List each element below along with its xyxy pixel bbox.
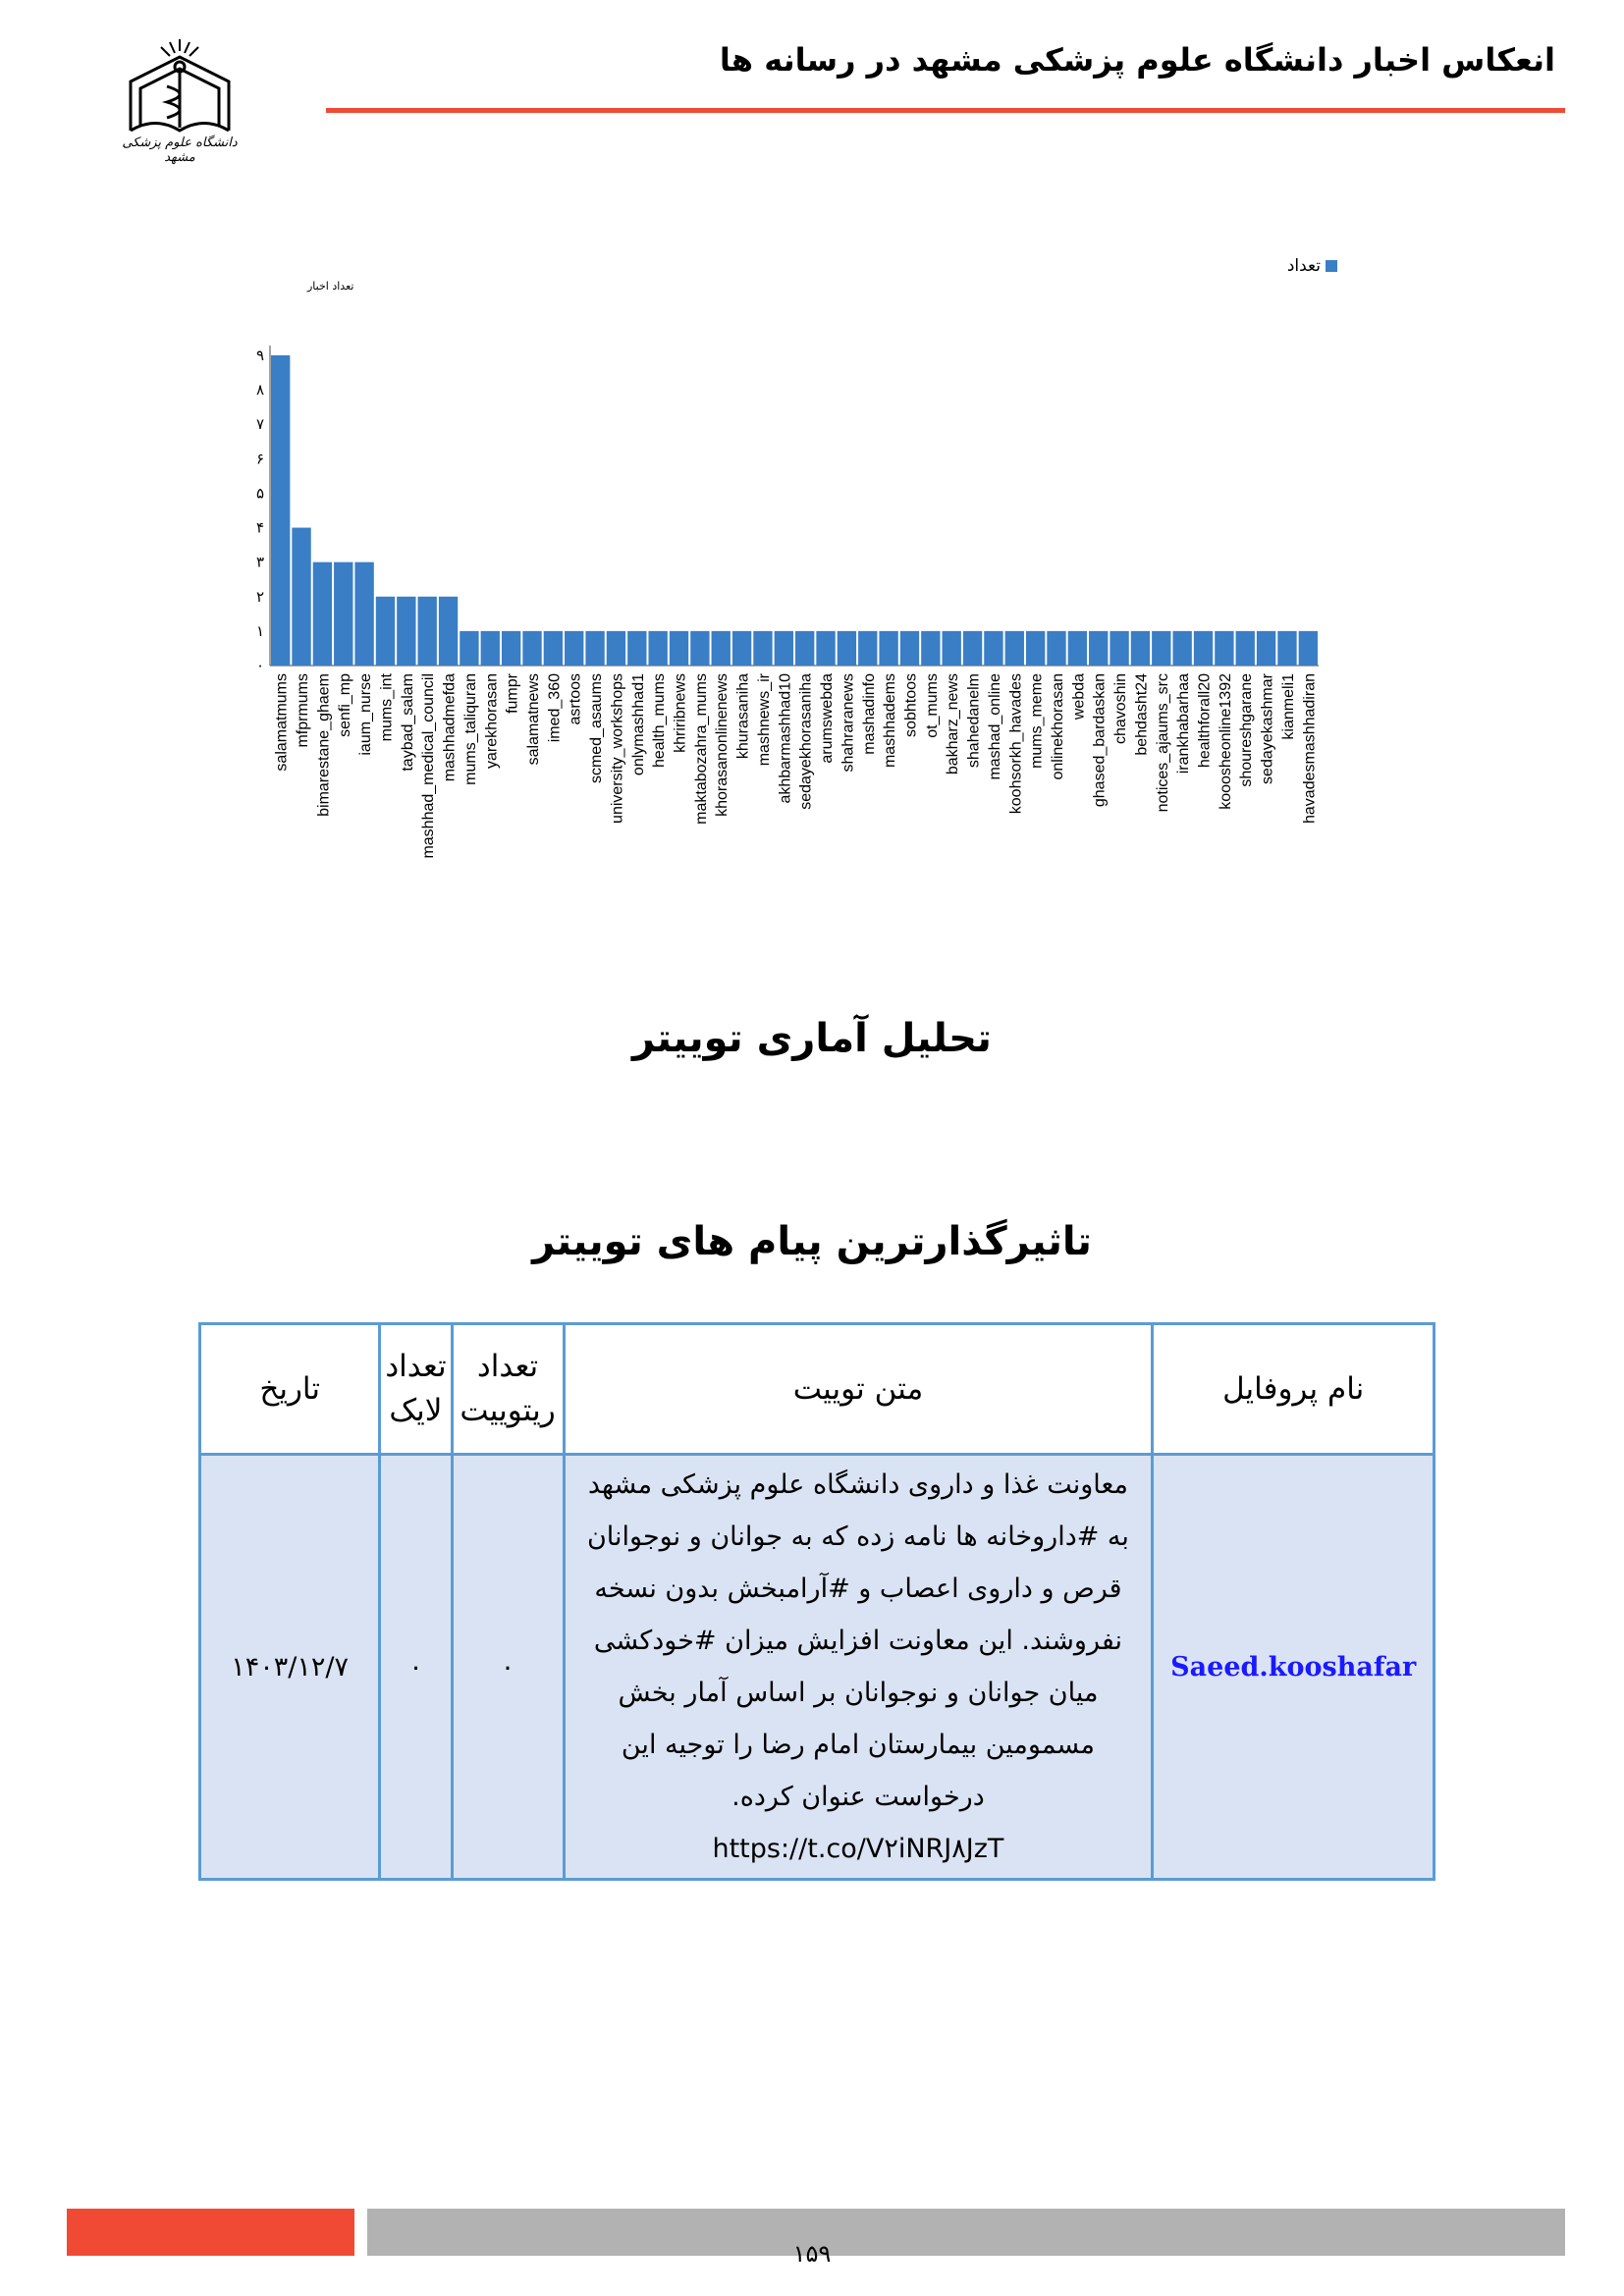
x-tick-label: koohsorkh_havades [1007,673,1025,815]
x-tick-label: khorasanonlinenews [714,673,731,817]
bar-kianmeli1 [1277,631,1296,666]
bar-ghased_bardaskan [1089,631,1108,666]
x-tick-label: havadesmashhadiran [1301,673,1319,824]
bar-khurasaniha [732,631,751,666]
bar-mashhad_medical_council [418,597,437,666]
x-tick-label: mashnews_ir [755,673,773,767]
top-tweets-table [198,1322,1435,1881]
x-tick-label: shoureshgarane [1238,673,1256,787]
x-tick-label: notices_ajaums_src [1154,673,1171,813]
bar-mums_taliquran [460,631,478,666]
y-tick-label: ۷ [255,415,264,434]
header-retweets: تعداد ریتوییت [452,1324,564,1455]
x-tick-label: health_mums [651,673,669,769]
x-tick-label: salamatnews [525,673,542,766]
tweet-date: ۱۴۰۳/۱۲/۷ [200,1455,380,1880]
bar-sedayekashmar [1257,631,1275,666]
bar-mfprmums [292,528,310,666]
x-tick-label: shahraranews [839,673,857,773]
bar-shahraranews [838,631,856,666]
document-header-title: انعکاس اخبار دانشگاه علوم پزشکی مشهد در رسانه ها [719,41,1555,79]
x-tick-label: webda [1070,673,1088,721]
x-tick-label: iaum_nurse [357,673,375,756]
table-row [200,1455,1435,1880]
x-tick-label: akhbarmashhad10 [777,673,794,804]
header-date: تاریخ [200,1324,380,1455]
bar-mums_meme [1026,631,1045,666]
y-tick-label: ۲ [255,587,264,606]
table-header-row [200,1324,1435,1455]
x-tick-label: onlinekhorasan [1050,673,1066,780]
x-tick-label: mashhad_medical_council [420,673,438,859]
y-tick-label: ۹ [255,347,264,364]
y-tick-label: ۰ [255,657,264,674]
x-tick-label: sobhtoos [902,673,920,737]
bar-mashhadmefda [439,597,458,666]
y-tick-label: ۳ [255,553,264,571]
like-count: ۰ [380,1455,452,1880]
bar-sobhtoos [900,631,919,666]
x-tick-label: irankhabarhaa [1175,672,1193,774]
bar-bakharz_news [943,631,961,666]
y-tick-label: ۴ [255,518,264,537]
bar-scmed_asaums [585,631,604,666]
y-axis-label: تعداد اخبار [307,280,354,293]
x-tick-label: sedayekhorasaniha [797,673,815,810]
x-tick-label: taybad_salam [399,673,416,772]
legend-label: تعداد [1286,256,1321,276]
bar-senfi_mp [334,562,352,666]
x-tick-label: asrtoos [567,673,584,725]
y-tick-label: ۵ [255,484,264,503]
x-tick-label: mums_taliquran [461,673,479,785]
bar-kooosheonline1392 [1215,631,1233,666]
bar-khriribnews [670,631,688,666]
bar-khorasanonlinenews [712,631,731,666]
bar-ot_mums [921,631,940,666]
bar-mashnews_ir [753,631,772,666]
bar-iaum_nurse [354,562,373,666]
x-tick-label: senfi_mp [336,673,353,737]
bar-webda [1068,631,1087,666]
x-tick-label: kooosheonline1392 [1217,673,1234,810]
header-profile: نام پروفایل [1153,1324,1435,1455]
y-tick-label: ۶ [255,450,264,468]
bar-salamatnews [522,631,541,666]
bar-onlymashhad1 [627,631,646,666]
header-likes: تعداد لایک [380,1324,452,1455]
x-tick-label: mfprmums [295,673,312,748]
bar-behdasht24 [1131,631,1150,666]
bar-imed_360 [544,631,563,666]
x-tick-label: mums_meme [1028,673,1046,769]
bar-maktabozahra_mums [690,631,709,666]
x-tick-label: scmed_asaums [588,673,606,784]
analysis-section-title: تحلیل آماری توییتر [632,1016,992,1061]
bar-chavoshin [1110,631,1128,666]
y-tick-label: ۸ [255,381,264,400]
x-tick-label: onlymashhad1 [629,673,647,776]
x-tick-label: salamatmums [273,673,291,772]
x-tick-label: university_workshops [609,673,626,824]
x-tick-label: healthforall20 [1196,673,1214,769]
bar-shoureshgarane [1236,631,1255,666]
bar-koohsorkh_havades [1005,631,1024,666]
bar-shahedanelm [963,631,982,666]
x-tick-label: mashad_online [986,673,1003,780]
x-tick-label: kianmeli1 [1279,673,1297,740]
bar-bimarestane_ghaem [313,562,332,666]
retweet-count: ۰ [452,1455,564,1880]
bar-irankhabarhaa [1172,631,1191,666]
x-tick-label: maktabozahra_mums [692,673,710,825]
x-tick-label: imed_360 [546,673,564,743]
bar-salamatmums [271,355,290,666]
bar-healthforall20 [1194,631,1213,666]
bar-mums_int [376,597,395,666]
bar-akhbarmashhad10 [775,631,793,666]
bar-notices_ajaums_src [1152,631,1170,666]
tweet-accounts-bar-chart [250,245,1340,962]
x-tick-label: bimarestane_ghaem [315,673,333,817]
x-tick-label: fumpr [504,673,521,714]
bar-fumpr [502,631,520,666]
bar-asrtoos [565,631,583,666]
x-tick-label: mums_int [378,673,396,742]
bar-taybad_salam [397,597,415,666]
legend-swatch [1326,260,1337,272]
page-number: ۱۵۹ [792,2240,832,2268]
bar-onlinekhorasan [1047,631,1065,666]
x-tick-label: mashadinfo [860,673,878,755]
tweet-text: معاونت غذا و داروی دانشگاه علوم پزشکی مشهد به #داروخانه ها نامه زده که به جوانان و نوجوانان قرص و داروی اعصاب و #آرامبخش بدون نسخه نفروشند. این معاونت افزایش میزان #خودکشی میان جوانان و نوجوانان بر اساس آمار بخش مسمومین بیمارستان امام رضا را توجیه این درخواست عنوان کرده. https://t.co/V۲iNRJ۸JzT [564,1455,1153,1880]
bar-university_workshops [607,631,625,666]
x-tick-label: mashhadems [882,673,899,769]
top-tweets-section-title: تاثیرگذارترین پیام های توییتر [532,1219,1092,1264]
x-tick-label: yarekhorasan [483,673,501,769]
bar-yarekhorasan [481,631,500,666]
bar-arumswebda [816,631,835,666]
header-tweet-text: متن توییت [564,1324,1153,1455]
bar-mashad_online [984,631,1002,666]
x-tick-label: bakharz_news [945,673,962,775]
bar-mashadinfo [858,631,877,666]
x-tick-label: khriribnews [672,673,689,753]
bar-mashhadems [879,631,897,666]
x-tick-label: chavoshin [1112,673,1130,745]
header-divider [326,108,1565,113]
bar-health_mums [648,631,667,666]
x-tick-label: sedayekashmar [1259,673,1276,784]
x-tick-label: behdasht24 [1133,673,1151,756]
x-tick-label: arumswebda [819,673,837,764]
x-tick-label: shahedanelm [965,673,983,769]
bar-sedayekhorasaniha [795,631,814,666]
x-tick-label: ghased_bardaskan [1091,673,1109,808]
x-tick-label: ot_mums [923,673,941,738]
x-tick-label: khurasaniha [734,673,752,760]
y-tick-label: ۱ [255,621,264,640]
x-tick-label: mashhadmefda [441,673,459,782]
profile-name-link[interactable]: Saeed.kooshafar [1153,1455,1435,1880]
bar-havadesmashhadiran [1299,631,1318,666]
logo-caption: دانشگاه علوم پزشکی مشهد [122,135,238,165]
